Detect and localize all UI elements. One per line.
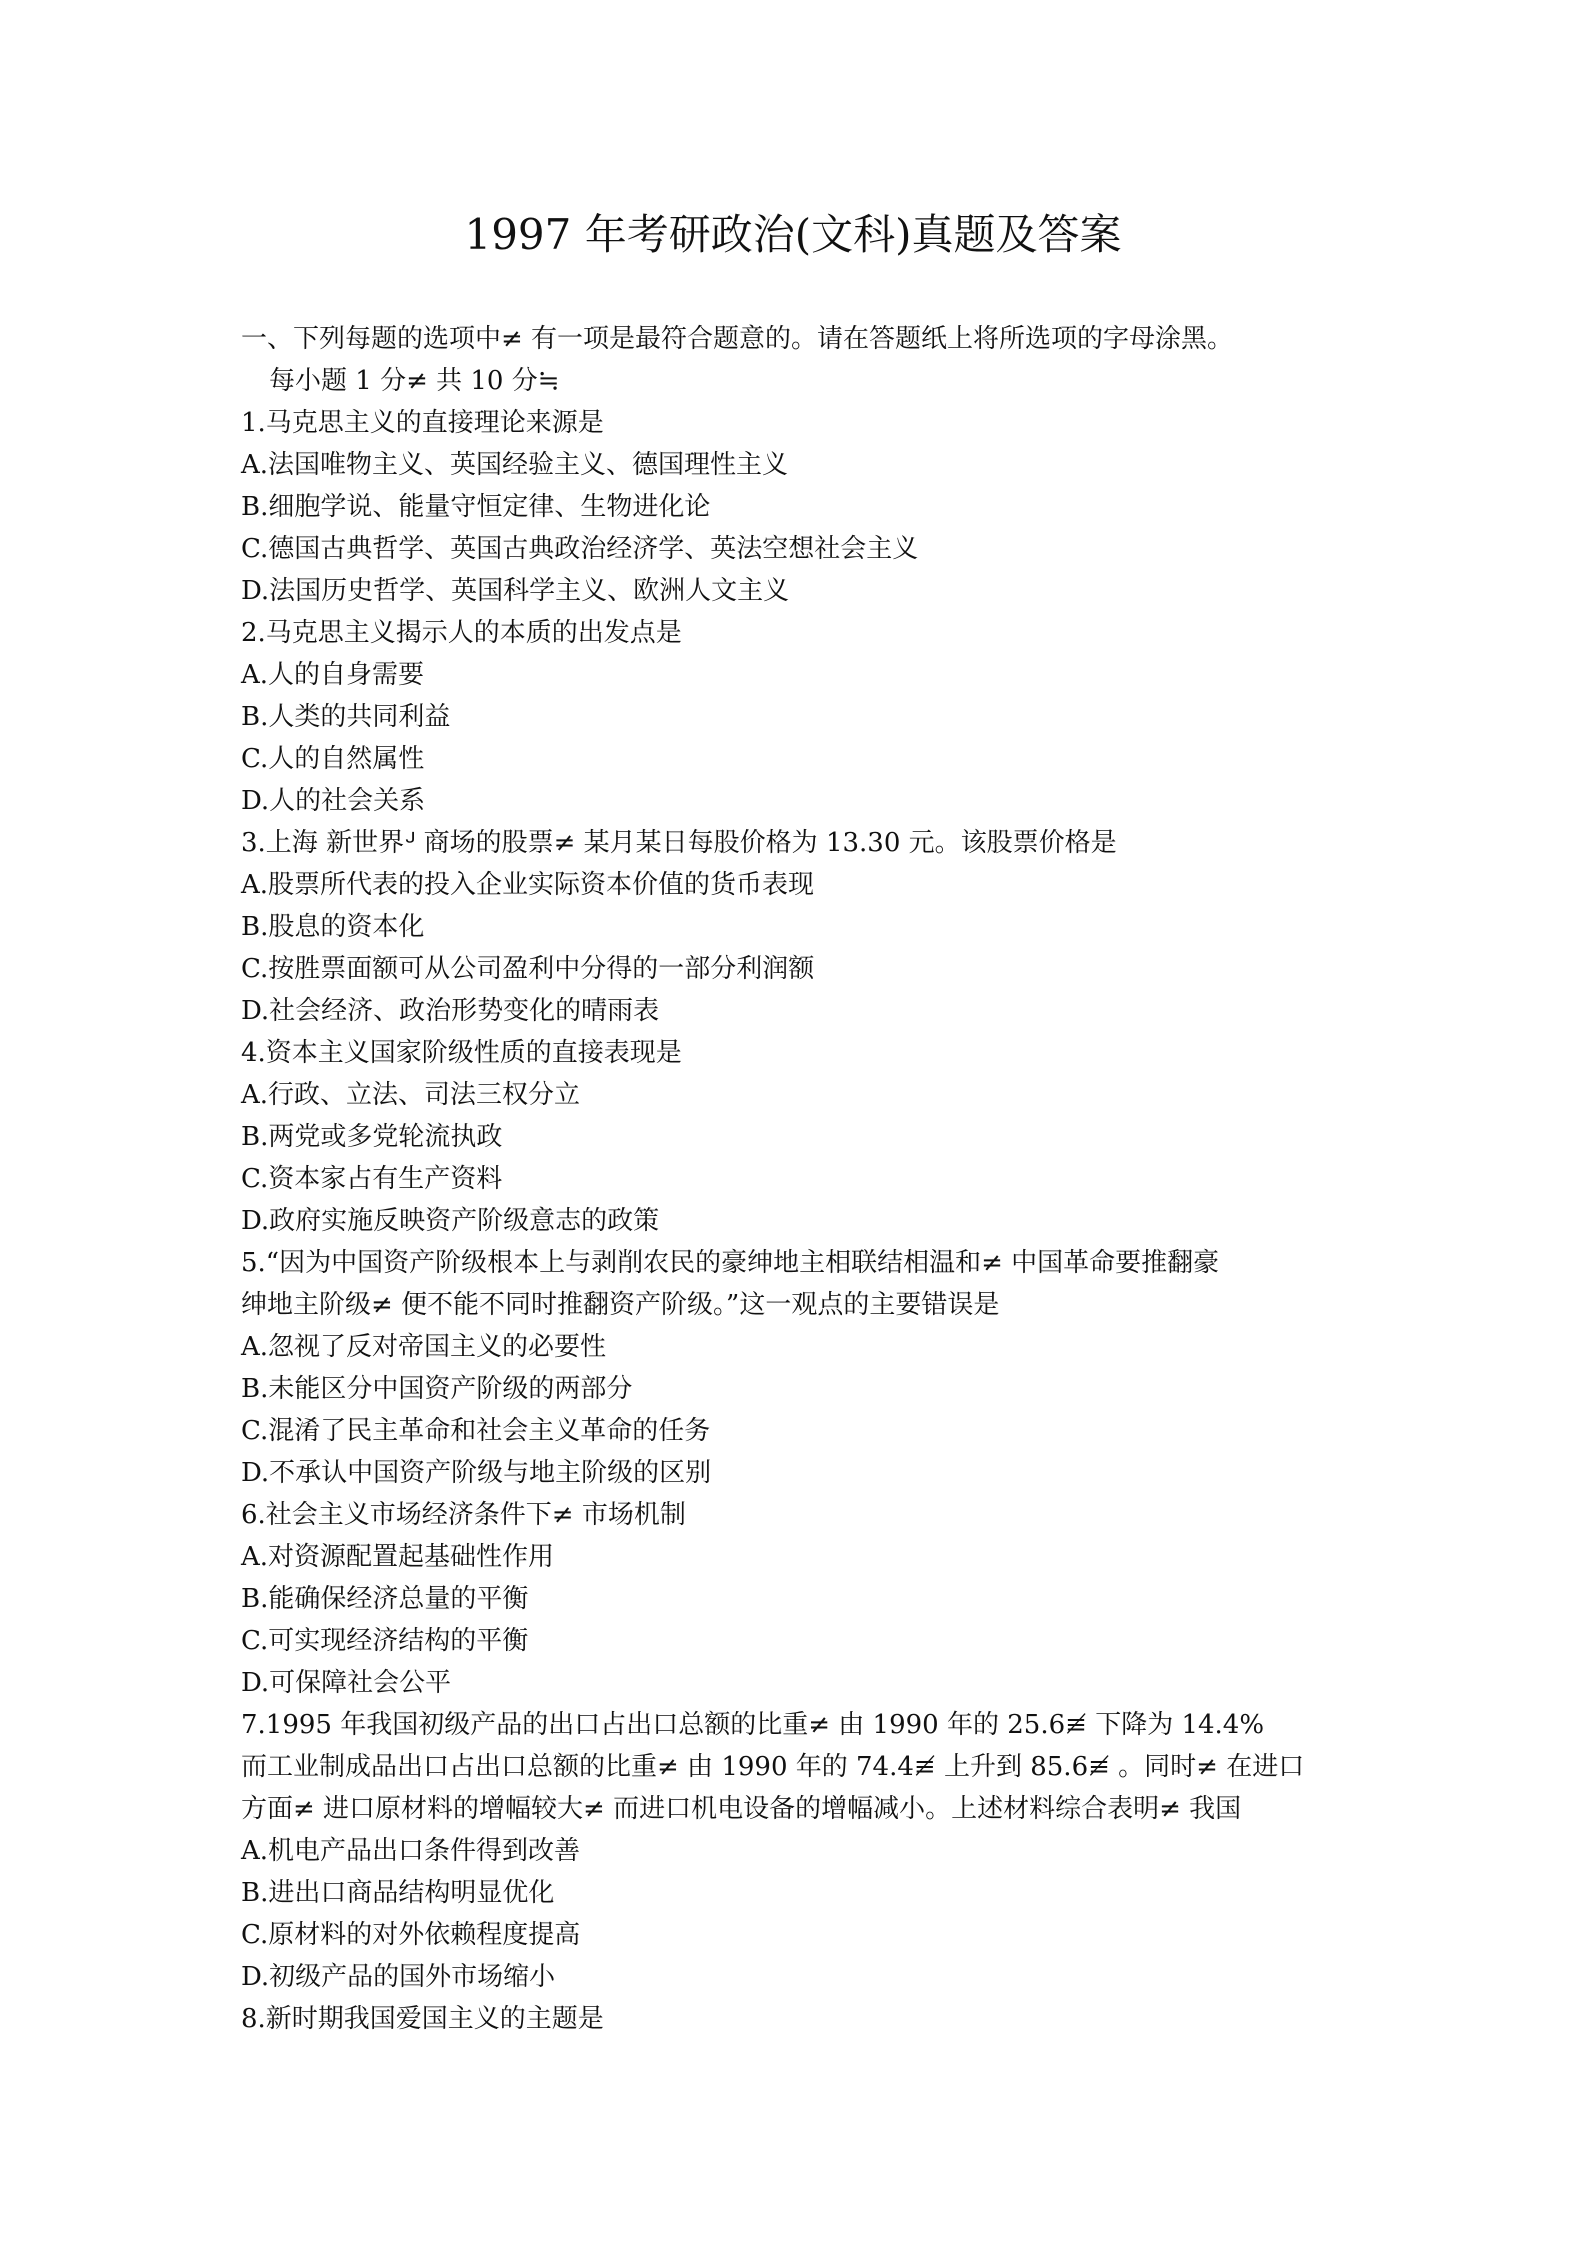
text-line: 7.1995 年我国初级产品的出口占出口总额的比重≠ 由 1990 年的 25.6≢ 下降为 14.4% — [241, 1710, 1265, 1740]
text-line: 6.社会主义市场经济条件下≠ 市场机制 — [241, 1500, 686, 1530]
text-line: C.可实现经济结构的平衡 — [241, 1626, 529, 1656]
text-line: B.能确保经济总量的平衡 — [241, 1584, 529, 1614]
text-line: D.政府实施反映资产阶级意志的政策 — [241, 1206, 660, 1236]
document-body — [241, 318, 1351, 2040]
text-line: B.股息的资本化 — [241, 912, 425, 942]
text-line: A.忽视了反对帝国主义的必要性 — [241, 1332, 607, 1362]
text-line: A.人的自身需要 — [241, 660, 425, 690]
document-title: 1997 年考研政治(文科)真题及答案 — [464, 210, 1122, 259]
text-line: C.原材料的对外依赖程度提高 — [241, 1920, 581, 1950]
text-line: 绅地主阶级≠ 便不能不同时推翻资产阶级。”这一观点的主要错误是 — [241, 1290, 1000, 1320]
text-line: C.混淆了民主革命和社会主义革命的任务 — [241, 1416, 711, 1446]
text-line: 而工业制成品出口占出口总额的比重≠ 由 1990 年的 74.4≢ 上升到 85.6≢ 。同时≠ 在进口 — [241, 1752, 1305, 1782]
text-line: C.人的自然属性 — [241, 744, 425, 774]
text-line: A.法国唯物主义、英国经验主义、德国理性主义 — [241, 450, 789, 480]
text-line: A.机电产品出口条件得到改善 — [241, 1836, 581, 1866]
text-line: 2.马克思主义揭示人的本质的出发点是 — [241, 618, 682, 648]
text-line: B.两党或多党轮流执政 — [241, 1122, 503, 1152]
text-line: 一、下列每题的选项中≠ 有一项是最符合题意的。请在答题纸上将所选项的字母涂黑。 — [241, 324, 1234, 354]
text-line: 8.新时期我国爱国主义的主题是 — [241, 2004, 604, 2034]
text-line: D.初级产品的国外市场缩小 — [241, 1962, 556, 1992]
text-line: D.可保障社会公平 — [241, 1668, 452, 1698]
text-line: B.未能区分中国资产阶级的两部分 — [241, 1374, 633, 1404]
text-line: 每小题 1 分≠ 共 10 分≒ — [269, 366, 560, 396]
text-line: B.细胞学说、能量守恒定律、生物进化论 — [241, 492, 711, 522]
text-line: 3.上海 新世界ᒢ 商场的股票≠ 某月某日每股价格为 13.30 元。该股票价格是 — [241, 828, 1117, 858]
text-line: D.人的社会关系 — [241, 786, 426, 816]
text-line: A.股票所代表的投入企业实际资本价值的货币表现 — [241, 870, 815, 900]
text-line: 1.马克思主义的直接理论来源是 — [241, 408, 604, 438]
text-line: 4.资本主义国家阶级性质的直接表现是 — [241, 1038, 682, 1068]
text-line: B.进出口商品结构明显优化 — [241, 1878, 555, 1908]
text-line: C.德国古典哲学、英国古典政治经济学、英法空想社会主义 — [241, 534, 919, 564]
text-line: 5.“因为中国资产阶级根本上与剥削农民的豪绅地主相联结相温和≠ 中国革命要推翻豪 — [241, 1248, 1220, 1278]
text-line: A.行政、立法、司法三权分立 — [241, 1080, 581, 1110]
text-line: A.对资源配置起基础性作用 — [241, 1542, 555, 1572]
text-line: D.不承认中国资产阶级与地主阶级的区别 — [241, 1458, 712, 1488]
text-line: C.资本家占有生产资料 — [241, 1164, 503, 1194]
text-line: C.按胜票面额可从公司盈利中分得的一部分利润额 — [241, 954, 815, 984]
text-line: B.人类的共同利益 — [241, 702, 451, 732]
text-line: D.社会经济、政治形势变化的晴雨表 — [241, 996, 660, 1026]
text-line: D.法国历史哲学、英国科学主义、欧洲人文主义 — [241, 576, 790, 606]
text-line: 方面≠ 进口原材料的增幅较大≠ 而进口机电设备的增幅减小。上述材料综合表明≠ 我国 — [241, 1794, 1242, 1824]
